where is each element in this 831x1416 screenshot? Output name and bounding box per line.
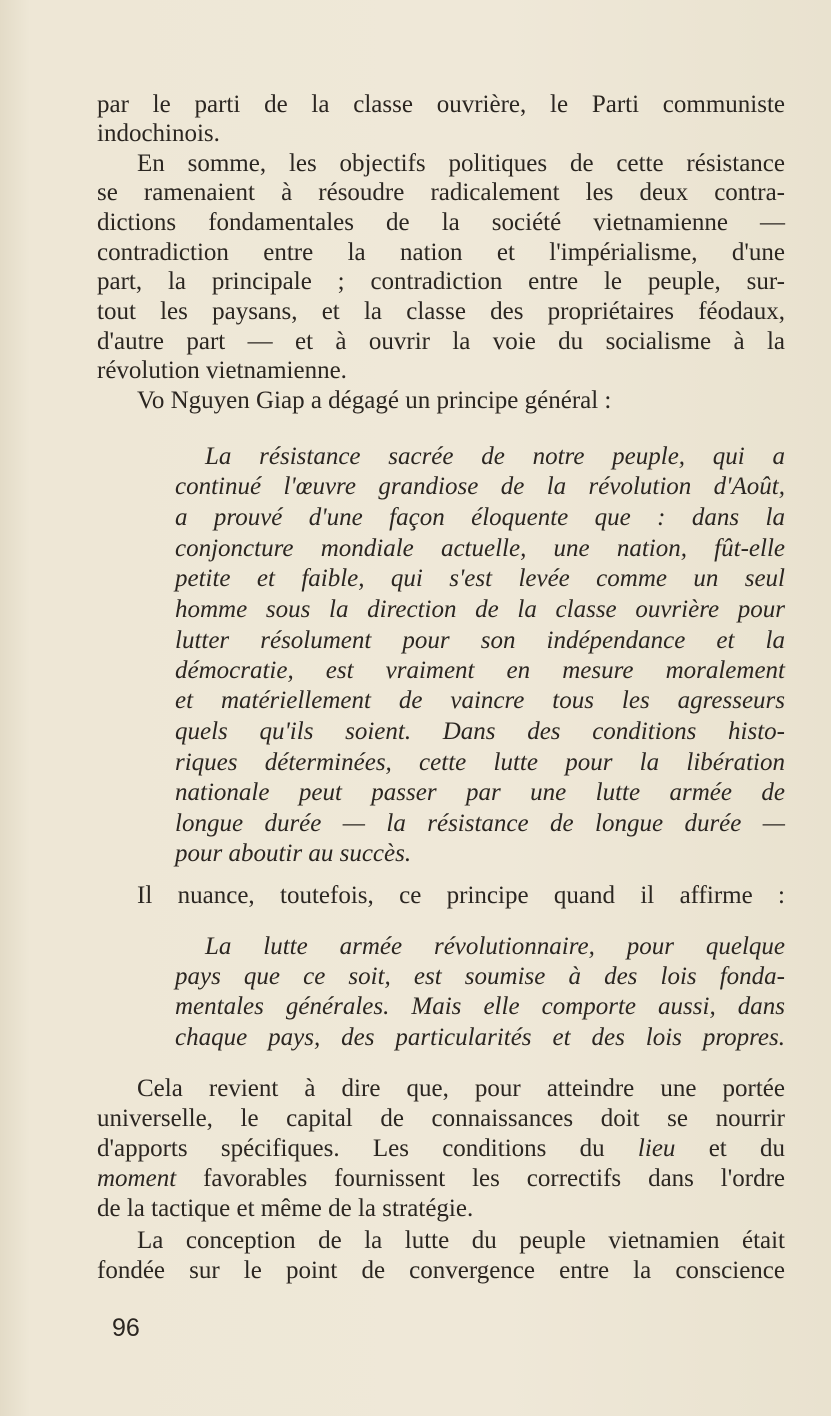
text-line: La lutte armée révolutionnaire, pour quelque xyxy=(205,933,785,960)
emphasized-word: moment xyxy=(97,1165,177,1192)
text-line: se ramenaient à résoudre radicalement les deux contra- xyxy=(97,179,785,206)
text-line: contradiction entre la nation et l'impérialisme, d'une xyxy=(97,239,785,266)
text-line: nationale peut passer par une lutte armée de xyxy=(175,779,785,806)
text-line: Il nuance, toutefois, ce principe quand il affirme : xyxy=(137,882,785,909)
text-line: fondée sur le point de convergence entre la conscience xyxy=(97,1257,785,1284)
text-line: indochinois. xyxy=(97,120,220,147)
text-line xyxy=(97,1164,785,1194)
text-line: part, la principale ; contradiction entre le peuple, sur- xyxy=(97,268,785,295)
text-line: révolution vietnamienne. xyxy=(97,357,347,384)
text-line: démocratie, est vraiment en mesure moralement xyxy=(175,657,785,684)
text-line: pays que ce soit, est soumise à des lois fonda- xyxy=(175,963,785,990)
text-line: Cela revient à dire que, pour atteindre une portée xyxy=(137,1075,785,1102)
text-line: a prouvé d'une façon éloquente que : dans la xyxy=(175,504,785,531)
text-line: La conception de la lutte du peuple vietnamien était xyxy=(137,1227,785,1254)
text-line: petite et faible, qui s'est levée comme un seul xyxy=(175,565,785,592)
page-number: 96 xyxy=(112,1314,140,1342)
text-line: Vo Nguyen Giap a dégagé un principe général : xyxy=(137,387,612,414)
emphasized-word: lieu xyxy=(637,1135,676,1162)
text-line: continué l'œuvre grandiose de la révolution d'Août, xyxy=(175,473,785,500)
text-line: chaque pays, des particularités et des lois propres. xyxy=(175,1024,785,1051)
text-line: longue durée — la résistance de longue durée — xyxy=(175,810,785,837)
text-line: La résistance sacrée de notre peuple, qui a xyxy=(205,443,785,470)
text-segment: favorables fournissent les correctifs dans l'ordre xyxy=(176,1165,785,1192)
text-line xyxy=(97,1134,785,1164)
text-line: universelle, le capital de connaissances doit se nourrir xyxy=(97,1105,785,1132)
text-line: tout les paysans, et la classe des propriétaires féodaux, xyxy=(97,298,785,325)
text-line: dictions fondamentales de la société vietnamienne — xyxy=(97,209,785,236)
text-segment: d'apports spécifiques. Les conditions du xyxy=(97,1135,638,1162)
text-line: lutter résolument pour son indépendance et la xyxy=(175,627,785,654)
text-line: d'autre part — et à ouvrir la voie du socialisme à la xyxy=(97,328,785,355)
text-line: et matériellement de vaincre tous les agresseurs xyxy=(175,687,785,714)
text-line: conjoncture mondiale actuelle, une nation, fût-elle xyxy=(175,535,785,562)
text-line: mentales générales. Mais elle comporte aussi, dans xyxy=(175,993,785,1020)
text-line: En somme, les objectifs politiques de cette résistance xyxy=(137,150,785,177)
text-line: par le parti de la classe ouvrière, le Parti communiste xyxy=(97,91,785,118)
text-segment: et du xyxy=(675,1135,785,1162)
text-line: de la tactique et même de la stratégie. xyxy=(97,1195,474,1222)
text-line: homme sous la direction de la classe ouvrière pour xyxy=(175,596,785,623)
text-line: quels qu'ils soient. Dans des conditions histo- xyxy=(175,718,785,745)
text-line: pour aboutir au succès. xyxy=(175,840,412,867)
text-line: riques déterminées, cette lutte pour la libération xyxy=(175,749,785,776)
